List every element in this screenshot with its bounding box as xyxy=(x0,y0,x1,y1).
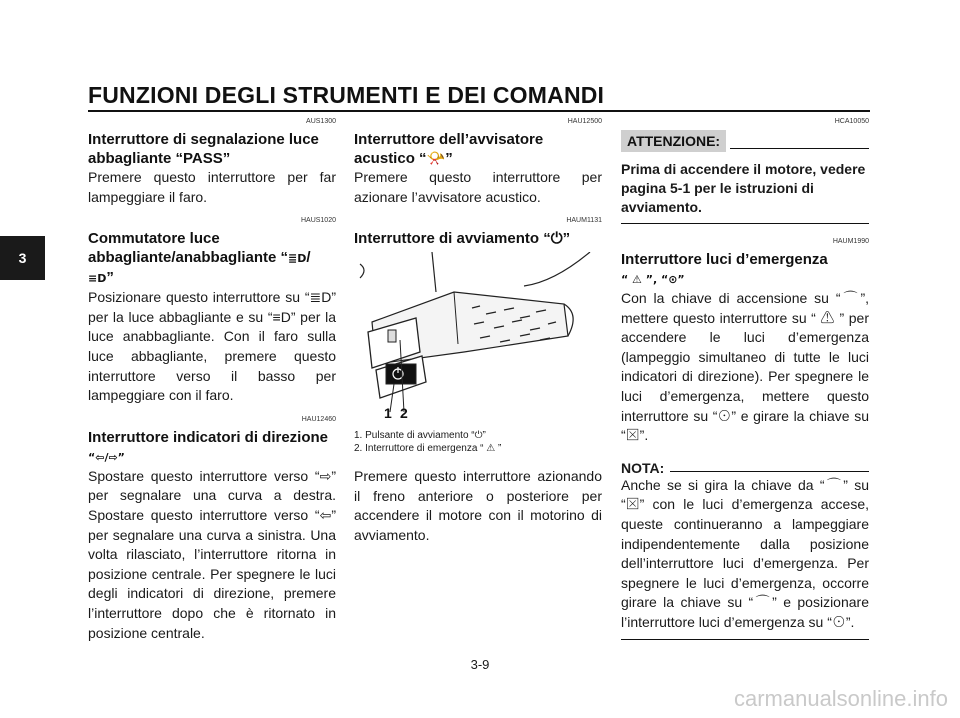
header-rule xyxy=(88,110,870,112)
section-code: HCA10050 xyxy=(834,118,869,125)
section-body-dimmer: Posizionare questo interruttore su “≣D” per la luce abbagliante e su “≡D” per la luce anabbagliante. Con il faro sulla luce abbagliante, premere questo interruttore verso il basso per lampeggiare con il faro. xyxy=(88,289,336,404)
column-3 xyxy=(621,118,869,640)
hazard-icons: “ ⚠ ”, “⊙” xyxy=(621,273,685,286)
section-body-start: Premere questo interruttore azionando il freno anteriore o posteriore per accendere il motore con il motorino di avviamento. xyxy=(354,468,602,543)
section-title-pass: Interruttore di segnalazione luce abbagliante “PASS” xyxy=(88,131,319,167)
figure-label-2: 2 xyxy=(400,405,408,422)
caution-header xyxy=(621,130,869,152)
caution-badge: ATTENZIONE: xyxy=(621,130,726,152)
section-title-start: Interruttore di avviamento “⏻” xyxy=(354,230,571,248)
section-code: HAUS1020 xyxy=(300,217,336,225)
note-rule xyxy=(670,471,869,472)
title-separator: / xyxy=(306,249,311,267)
section-code: HAUM1131 xyxy=(566,217,602,225)
section-code: AUS1300 xyxy=(306,118,336,125)
note-end-rule xyxy=(621,639,869,640)
figure-caption-2: 2. Interruttore di emergenza “ ⚠ ” xyxy=(354,443,502,455)
section-title-hazard xyxy=(621,250,869,289)
low-beam-icon: ≡D xyxy=(88,272,107,286)
title-line: Interruttore dell’avvisatore xyxy=(354,131,544,148)
caution-rule xyxy=(730,148,869,149)
section-code: HAUM1990 xyxy=(832,238,869,245)
title-line: Commutatore luce xyxy=(88,230,220,248)
figure-label-1: 1 xyxy=(384,405,392,422)
section-title-dimmer xyxy=(88,229,336,288)
column-1 xyxy=(88,118,336,653)
caution-text: Prima di accendere il motore, vedere pagina 5-1 per le istruzioni di avviamento. xyxy=(621,161,866,215)
column-2 xyxy=(354,118,602,556)
chapter-tab: 3 xyxy=(0,236,45,280)
section-body-hazard: Con la chiave di accensione su “⌒”, mettere questo interruttore su “ ⚠ ” per accendere le luci d’emergenza (lampeggio simultaneo di tutte le luci indicatori di direzione). Per spegnere le luci d’emergenza, mettere questo interruttore su “⊙” e girare la chiave su “⊠”. xyxy=(621,290,869,444)
note-text: Anche se si gira la chiave da “⌒” su “⊠” con le luci d’emergenza accese, queste continueranno a lampeggiare indipendentemente dalla posizione dell’interruttore luci d’emergenza. Per spegnere le luci d’emergenza, occorre girare la chiave su “⌒” e posizionare l’interruttore luci d’emergenza su “⊙”. xyxy=(621,476,869,630)
section-title-horn xyxy=(354,130,602,168)
figure-caption-1: 1. Pulsante di avviamento “⏻” xyxy=(354,430,486,442)
title-line: Interruttore indicatori di direzione xyxy=(88,428,329,446)
section-body-turn: Spostare questo interruttore verso “⇨” per segnalare una curva a destra. Spostare questo interruttore verso “⇦” per segnalare una curva a sinistra. Una volta rilasciato, l’interruttore ritorna in posizione centrale. Per spegnere le luci degli indicatori di direzione, premere l’interruttore dopo che è ritornato in posizione centrale. xyxy=(88,467,336,641)
title-line: acustico “📯” xyxy=(354,150,453,167)
section-body-pass: Premere questo interruttore per far lampeggiare il faro. xyxy=(88,169,336,205)
title-quote: ” xyxy=(106,269,114,287)
title-line: Interruttore luci d’emergenza xyxy=(621,251,828,268)
section-body-horn: Premere questo interruttore per azionare l’avvisatore acustico. xyxy=(354,169,602,205)
turn-signal-icons: “⇦/⇨” xyxy=(88,450,125,464)
hazard-switch xyxy=(388,330,396,342)
note-label: NOTA: xyxy=(621,459,665,476)
handlebar-switch-figure xyxy=(354,252,602,422)
section-code: HAU12460 xyxy=(301,415,336,423)
section-code: HAU12500 xyxy=(567,118,602,125)
high-beam-icon: ≣D xyxy=(288,252,307,266)
page-title: FUNZIONI DEGLI STRUMENTI E DEI COMANDI xyxy=(88,82,605,108)
title-line: abbagliante/anabbagliante “ xyxy=(88,249,289,267)
page-number: 3-9 xyxy=(470,657,490,672)
watermark: carmanualsonline.info xyxy=(733,686,948,711)
section-title-turn xyxy=(88,428,336,467)
note-header xyxy=(621,460,869,476)
